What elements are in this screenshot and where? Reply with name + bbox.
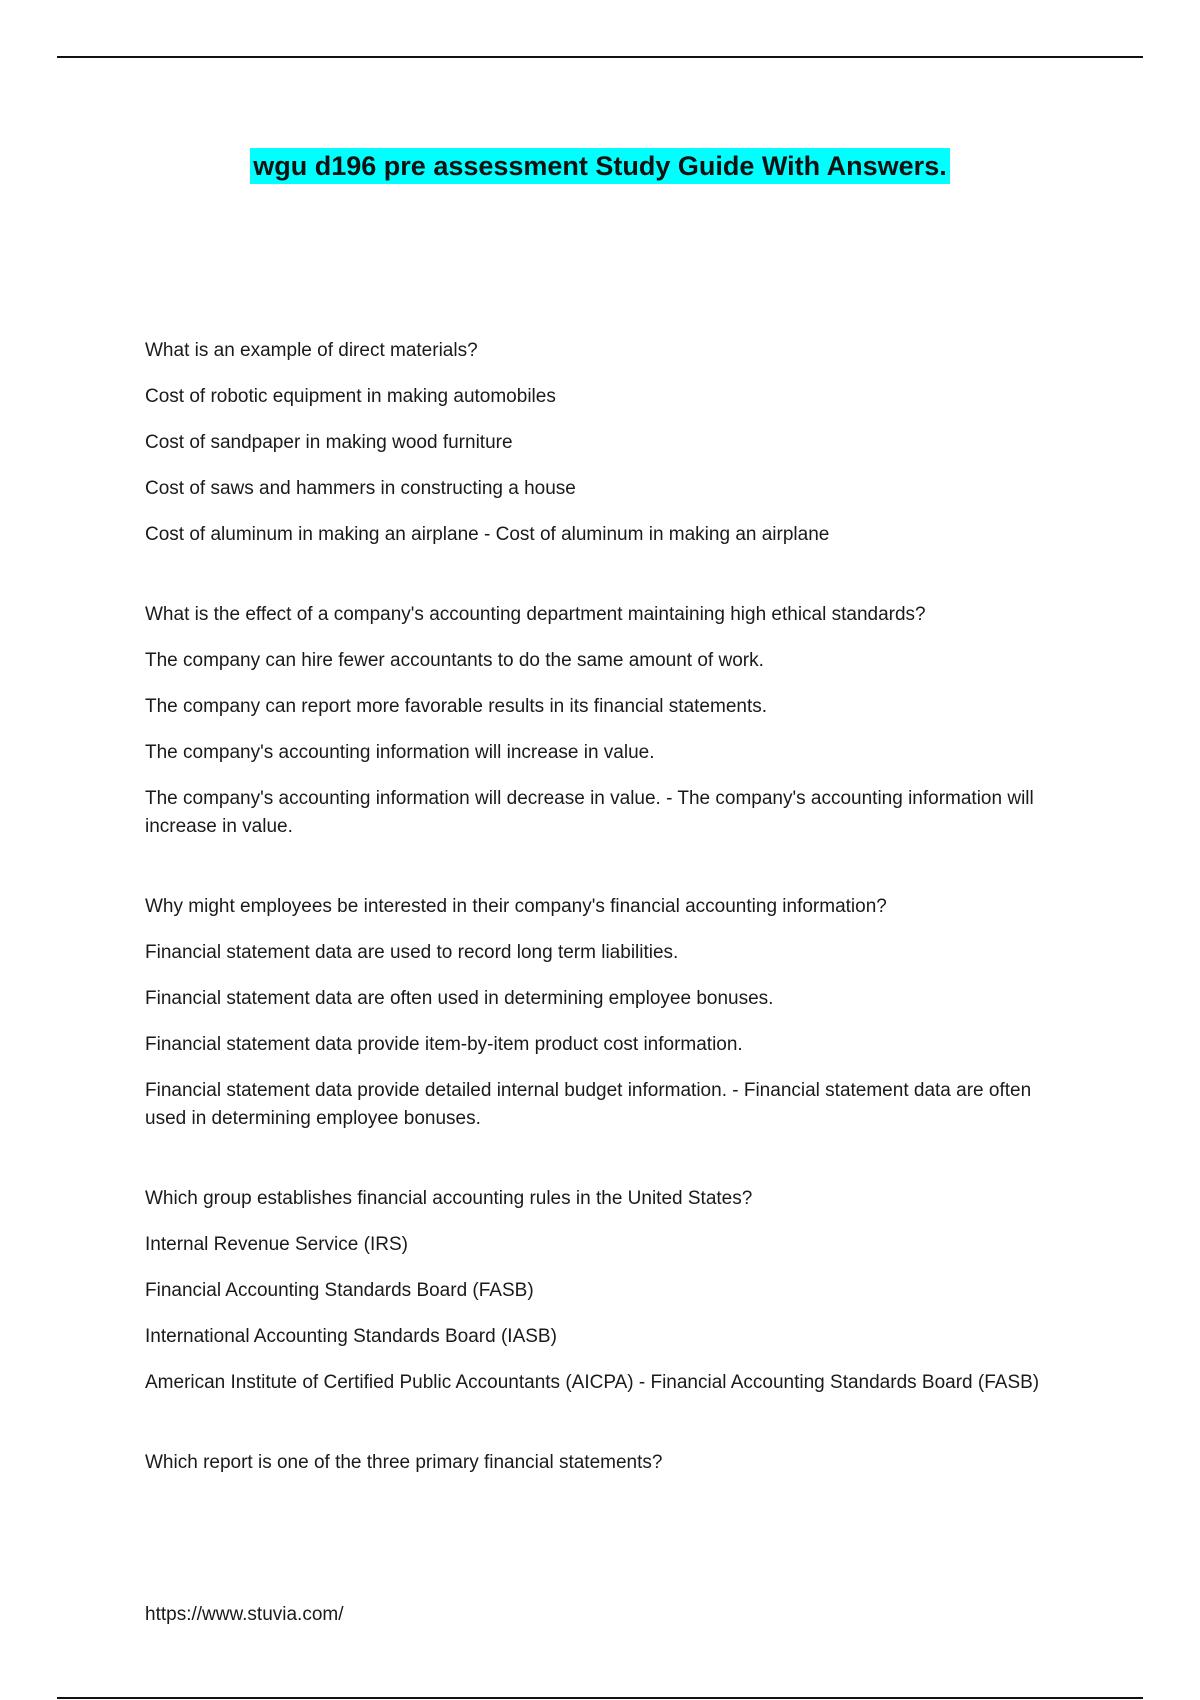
- answer-option: The company's accounting information will increase in value.: [145, 742, 655, 763]
- qa-block-4: [145, 1185, 1065, 1397]
- document-title: wgu d196 pre assessment Study Guide With Answers.: [250, 148, 949, 184]
- document-body: [145, 337, 1065, 1529]
- qa-block-3: [145, 893, 1065, 1133]
- top-rule: [57, 56, 1143, 58]
- title-area: [0, 148, 1200, 184]
- answer-option: Cost of sandpaper in making wood furniture: [145, 432, 513, 453]
- answer-option: Cost of saws and hammers in constructing a house: [145, 478, 576, 499]
- question-text: What is an example of direct materials?: [145, 340, 478, 361]
- answer-option-with-answer: American Institute of Certified Public Accountants (AICPA) - Financial Accounting Standards Board (FASB): [145, 1372, 1040, 1393]
- qa-block-2: [145, 601, 1065, 841]
- answer-option: Financial statement data are used to record long term liabilities.: [145, 942, 679, 963]
- question-text: What is the effect of a company's accounting department maintaining high ethical standards?: [145, 604, 926, 625]
- answer-option-with-answer: Cost of aluminum in making an airplane - Cost of aluminum in making an airplane: [145, 524, 830, 545]
- bottom-rule: [57, 1697, 1143, 1699]
- answer-option: Financial Accounting Standards Board (FASB): [145, 1280, 534, 1301]
- answer-option: The company can hire fewer accountants to do the same amount of work.: [145, 650, 764, 671]
- answer-option: Cost of robotic equipment in making automobiles: [145, 386, 556, 407]
- answer-option-with-answer: The company's accounting information will decrease in value. - The company's accounting information will increase in value.: [145, 788, 1034, 837]
- qa-block-5: [145, 1449, 1065, 1477]
- answer-option: Financial statement data provide item-by-item product cost information.: [145, 1034, 743, 1055]
- question-text: Which report is one of the three primary financial statements?: [145, 1452, 663, 1473]
- answer-option-with-answer: Financial statement data provide detailed internal budget information. - Financial statement data are often used in determining employee bonuses.: [145, 1080, 1032, 1129]
- footer-url: https://www.stuvia.com/: [145, 1604, 344, 1625]
- question-text: Which group establishes financial accounting rules in the United States?: [145, 1188, 753, 1209]
- qa-block-1: [145, 337, 1065, 549]
- answer-option: International Accounting Standards Board (IASB): [145, 1326, 557, 1347]
- answer-option: Financial statement data are often used in determining employee bonuses.: [145, 988, 774, 1009]
- answer-option: The company can report more favorable results in its financial statements.: [145, 696, 768, 717]
- question-text: Why might employees be interested in their company's financial accounting information?: [145, 896, 887, 917]
- answer-option: Internal Revenue Service (IRS): [145, 1234, 408, 1255]
